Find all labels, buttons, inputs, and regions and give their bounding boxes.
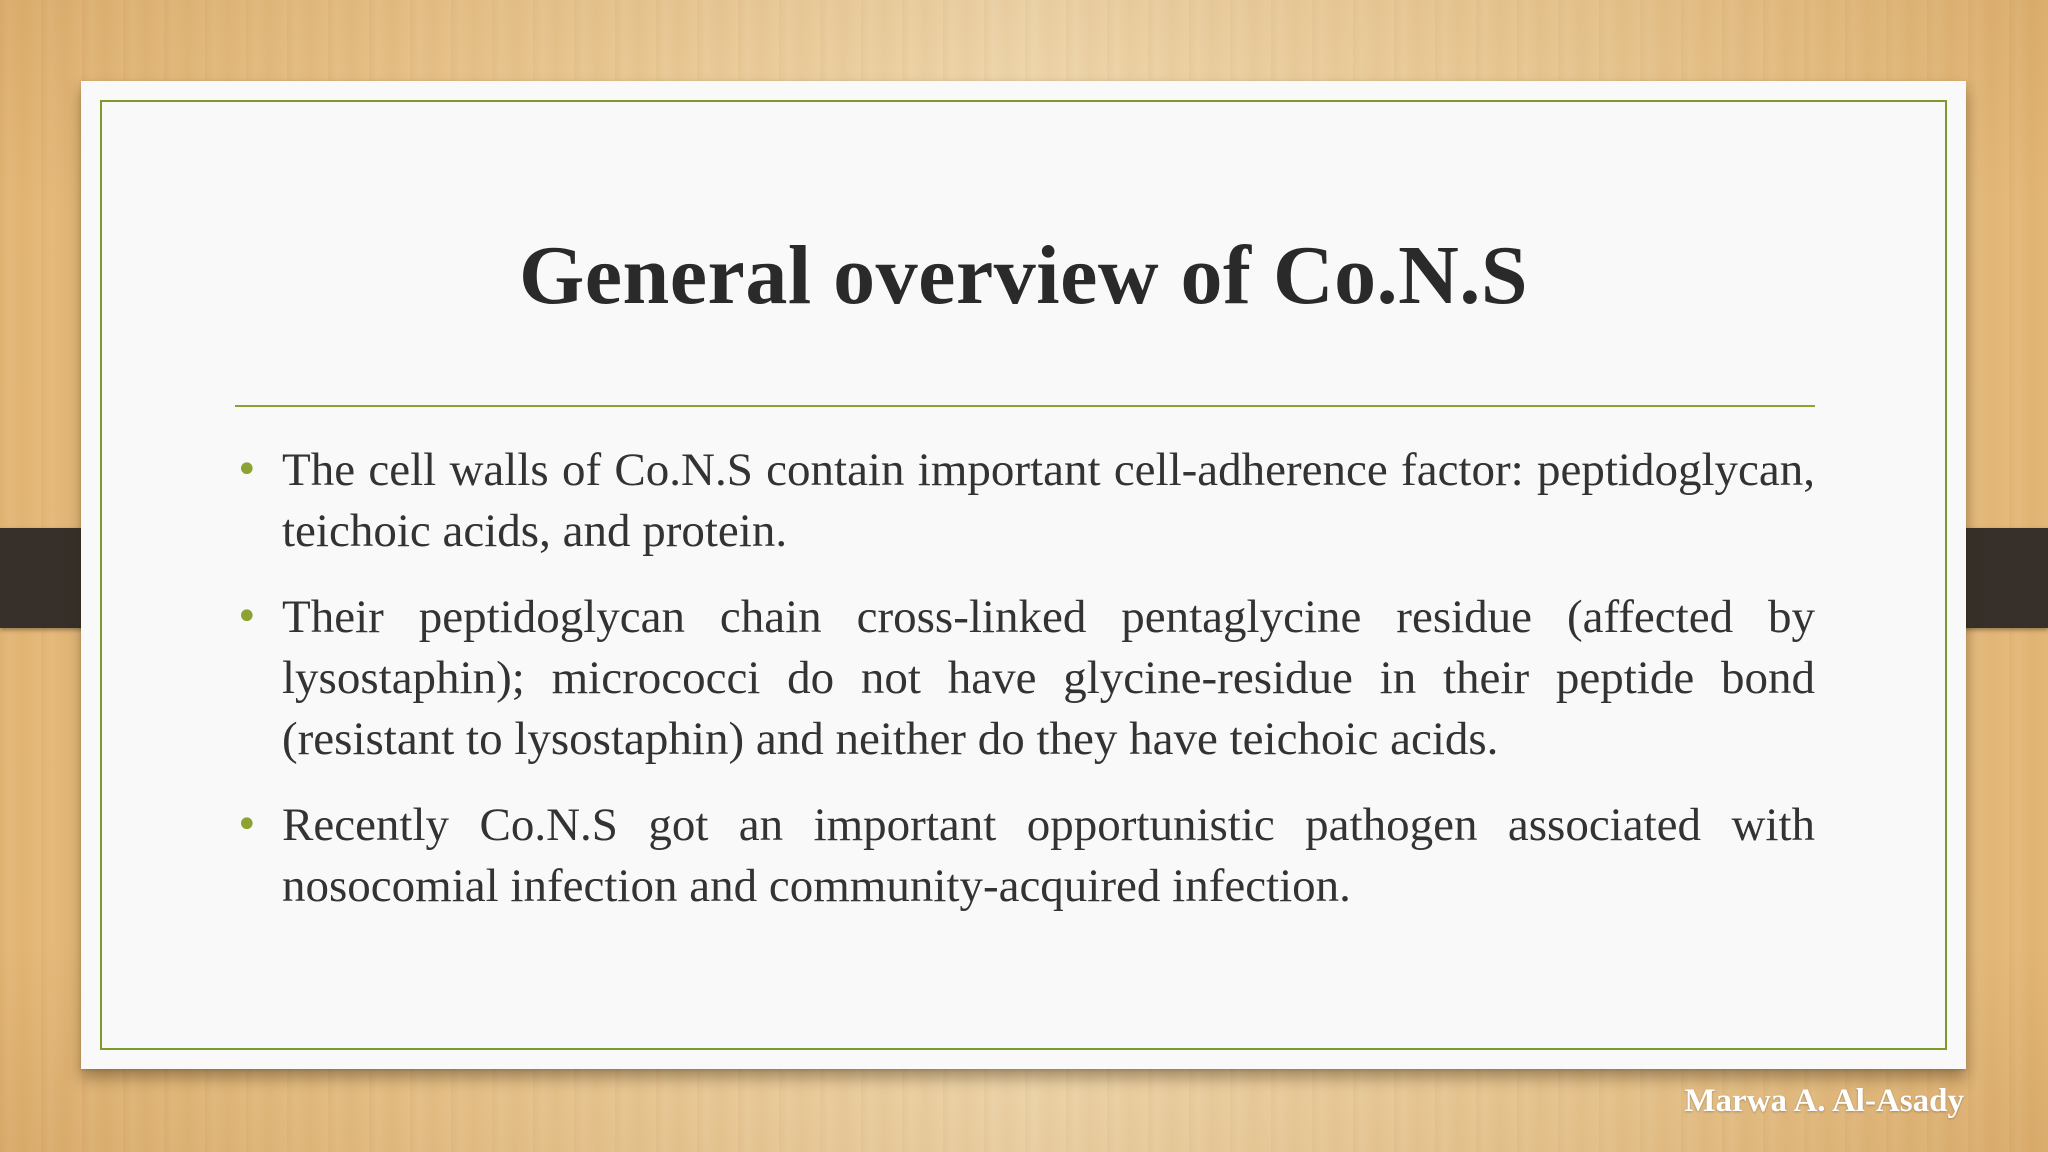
bullet-icon: •: [235, 802, 259, 848]
bullet-icon: •: [235, 594, 259, 640]
bullet-text: Their peptidoglycan chain cross-linked pentaglycine residue (affected by lysostaphin); micrococci do not have glycine-residue in their peptide bond (resistant to lysostaphin) and neither do they have teichoic acids.: [282, 591, 1815, 765]
bullet-item: [235, 795, 1815, 917]
author-credit: Marwa A. Al-Asady: [1684, 1083, 1964, 1119]
bullet-list: [235, 440, 1815, 942]
bullet-text: Recently Co.N.S got an important opportunistic pathogen associated with nosocomial infection and community-acquired infection.: [282, 799, 1815, 912]
bullet-icon: •: [235, 447, 259, 493]
bullet-item: [235, 587, 1815, 770]
title-divider: [235, 405, 1815, 407]
bullet-text: The cell walls of Co.N.S contain important cell-adherence factor: peptidoglycan, teichoic acids, and protein.: [282, 444, 1815, 557]
bullet-item: [235, 440, 1815, 562]
slide-card: [81, 81, 1966, 1069]
slide-title: General overview of Co.N.S: [518, 229, 1529, 322]
